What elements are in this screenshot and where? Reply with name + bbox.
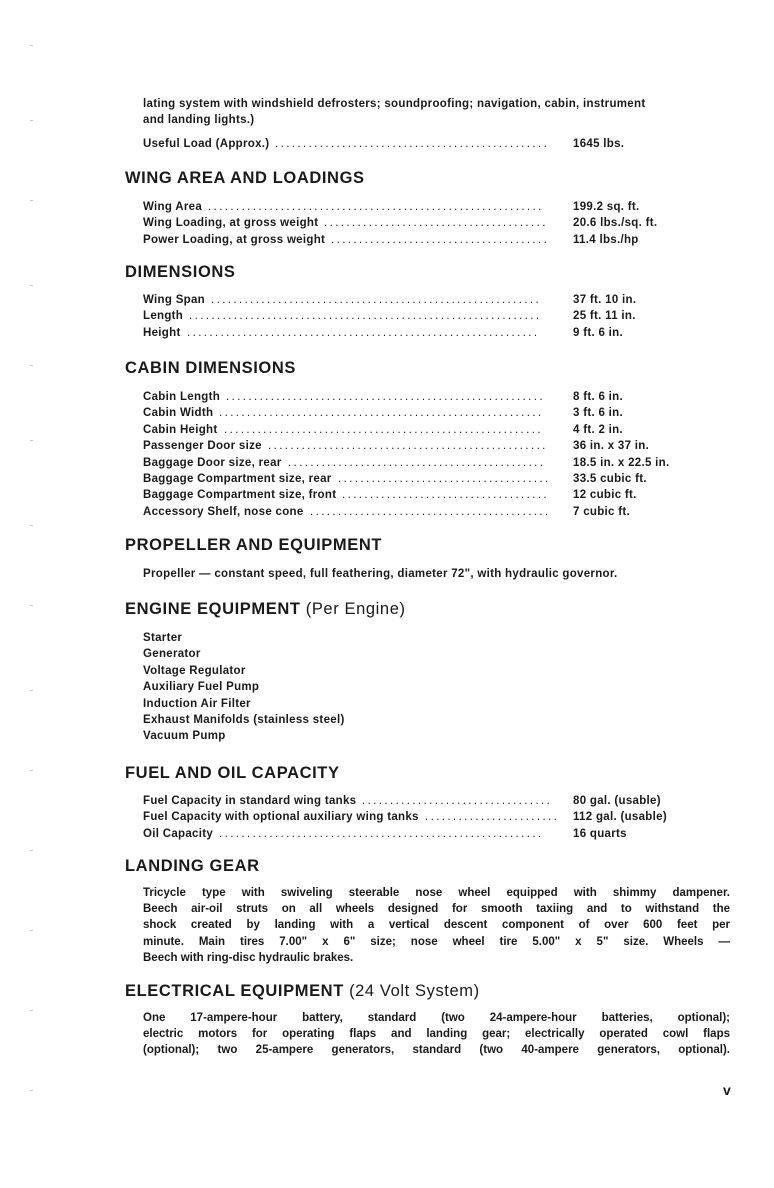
spec-value: 8 ft. 6 in. (573, 391, 623, 403)
spec-label: Wing Loading, at gross weight (143, 217, 319, 230)
heading-subtitle: (24 Volt System) (349, 982, 480, 1000)
spec-value: 199.2 sq. ft. (573, 201, 640, 213)
spec-label: Wing Area (143, 201, 203, 213)
landing-gear-paragraph (143, 885, 730, 966)
spec-value: 9 ft. 6 in. (573, 326, 623, 339)
paragraph-line: Beech with ring-disc hydraulic brakes. (143, 951, 354, 964)
paragraph-line: (optional); two 25-ampere generators, standard (two 40-ampere generators, optional). (143, 1044, 730, 1057)
propeller-text: Propeller — constant speed, full feathering, diameter 72", with hydraulic governor. (143, 568, 618, 580)
spec-row (143, 215, 763, 231)
paragraph-line: Tricycle type with swiveling steerable nose wheel equipped with shimmy dampener. (143, 887, 730, 899)
paragraph-line: minute. Main tires 7.00" x 6" size; nose wheel tire 5.00" x 5" size. Wheels — (143, 935, 730, 948)
spec-label: Height (143, 326, 181, 339)
paragraph-line: Beech air-oil struts on all wheels designed for smooth taxiing and to withstand the (143, 903, 730, 916)
spec-label: Cabin Height (143, 423, 218, 436)
spec-row (143, 438, 763, 454)
spec-row (143, 826, 763, 842)
spec-row (143, 504, 763, 520)
list-item: Generator (143, 648, 201, 661)
spec-label: Cabin Length (143, 391, 221, 403)
spec-row (143, 809, 763, 825)
wing-spec-list (143, 199, 763, 248)
dot-leader: .............................................. (288, 456, 546, 469)
dot-leader: ........................................... (310, 505, 551, 518)
spec-value: 36 in. x 37 in. (573, 440, 650, 453)
heading-subtitle: (Per Engine) (305, 600, 406, 618)
dot-leader: ............................................................ (208, 201, 544, 213)
intro-section (143, 96, 763, 152)
dot-leader: .......................................................... (219, 407, 544, 420)
spec-row (143, 455, 763, 471)
spec-label: Baggage Door size, rear (143, 456, 282, 469)
spec-value: 80 gal. (usable) (573, 795, 661, 807)
dot-leader: ..................................... (342, 489, 550, 502)
spec-row (143, 325, 763, 341)
spec-value: 20.6 lbs./sq. ft. (573, 217, 658, 230)
dot-leader: .................................................. (268, 440, 548, 453)
dot-leader: ......................................................... (226, 391, 545, 403)
spec-value: 7 cubic ft. (573, 505, 630, 518)
spec-row (143, 422, 763, 438)
section-heading-cabin: CABIN DIMENSIONS (125, 359, 296, 377)
section-heading-wing: WING AREA AND LOADINGS (125, 169, 365, 187)
list-item: Voltage Regulator (143, 664, 246, 677)
dot-leader: ......................................................... (224, 423, 543, 436)
dot-leader: ...................................... (338, 472, 551, 485)
spec-label: Oil Capacity (143, 827, 214, 840)
section-heading-fuel: FUEL AND OIL CAPACITY (125, 764, 340, 782)
heading-title: ENGINE EQUIPMENT (125, 600, 301, 618)
engine-equipment-list (143, 630, 345, 745)
spec-value: 3 ft. 6 in. (573, 407, 623, 420)
spec-value: 33.5 cubic ft. (573, 472, 647, 485)
spec-label: Power Loading, at gross weight (143, 233, 326, 246)
dot-leader: ........................ (425, 811, 560, 824)
spec-label: Baggage Compartment size, front (143, 489, 337, 502)
spec-value: 11.4 lbs./hp (573, 233, 639, 246)
section-heading-landing-gear: LANDING GEAR (125, 857, 260, 875)
cabin-spec-list (143, 389, 763, 520)
intro-line: and landing lights.) (143, 114, 255, 127)
spec-row (143, 471, 763, 487)
spec-row (143, 389, 763, 405)
spec-label: Passenger Door size (143, 440, 262, 453)
intro-line: lating system with windshield defrosters; soundproofing; navigation, cabin, instrument (143, 98, 646, 110)
spec-label: Fuel Capacity in standard wing tanks (143, 795, 357, 807)
paragraph-line: One 17-ampere-hour battery, standard (two 24-ampere-hour batteries, optional); (143, 1012, 730, 1024)
spec-value: 4 ft. 2 in. (573, 423, 623, 436)
spec-value: 12 cubic ft. (573, 489, 637, 502)
dot-leader: ........................................ (324, 217, 548, 230)
dot-leader: ............................................................... (189, 310, 542, 323)
spec-value: 18.5 in. x 22.5 in. (573, 456, 670, 469)
spec-row-useful-load (143, 136, 763, 152)
spec-value: 37 ft. 10 in. (573, 294, 637, 306)
list-item: Starter (143, 632, 183, 644)
spec-value: 25 ft. 11 in. (573, 310, 636, 323)
fuel-spec-list (143, 793, 763, 842)
spec-label: Wing Span (143, 294, 206, 306)
electrical-paragraph (143, 1010, 730, 1059)
dot-leader: ....................................... (331, 233, 550, 246)
dimensions-spec-list (143, 292, 763, 341)
section-heading-propeller: PROPELLER AND EQUIPMENT (125, 536, 383, 554)
scan-margin-marks (30, 0, 60, 1188)
section-heading-electrical (125, 981, 480, 1001)
section-heading-engine (125, 599, 406, 619)
dot-leader: ................................................. (275, 137, 550, 150)
spec-label: Baggage Compartment size, rear (143, 472, 332, 485)
spec-label: Length (143, 310, 184, 323)
dot-leader: .......................................................... (219, 827, 544, 840)
spec-row (143, 487, 763, 503)
spec-value: 112 gal. (usable) (573, 811, 667, 824)
list-item: Exhaust Manifolds (stainless steel) (143, 714, 345, 727)
dot-leader: ........................................................... (211, 294, 542, 306)
paragraph-line: shock created by landing with a vertical descent component of over 600 feet per (143, 919, 730, 932)
spec-row (143, 308, 763, 324)
spec-label: Fuel Capacity with optional auxiliary wing tanks (143, 811, 419, 824)
spec-value: 1645 lbs. (573, 137, 625, 150)
list-item: Induction Air Filter (143, 697, 251, 710)
list-item: Vacuum Pump (143, 730, 226, 743)
paragraph-line: electric motors for operating flaps and landing gear; electrically operated cowl flaps (143, 1028, 730, 1041)
page-number: v (723, 1082, 731, 1098)
spec-row (143, 292, 763, 308)
spec-row (143, 199, 763, 215)
spec-label: Cabin Width (143, 407, 214, 420)
heading-title: ELECTRICAL EQUIPMENT (125, 982, 344, 1000)
list-item: Auxiliary Fuel Pump (143, 681, 260, 694)
dot-leader: ............................................................... (187, 326, 540, 339)
dot-leader: .................................. (362, 795, 553, 807)
spec-row (143, 793, 763, 809)
spec-label: Useful Load (Approx.) (143, 137, 270, 150)
spec-value: 16 quarts (573, 827, 627, 840)
spec-label: Accessory Shelf, nose cone (143, 505, 304, 518)
spec-row (143, 232, 763, 248)
spec-row (143, 405, 763, 421)
section-heading-dimensions: DIMENSIONS (125, 263, 236, 281)
